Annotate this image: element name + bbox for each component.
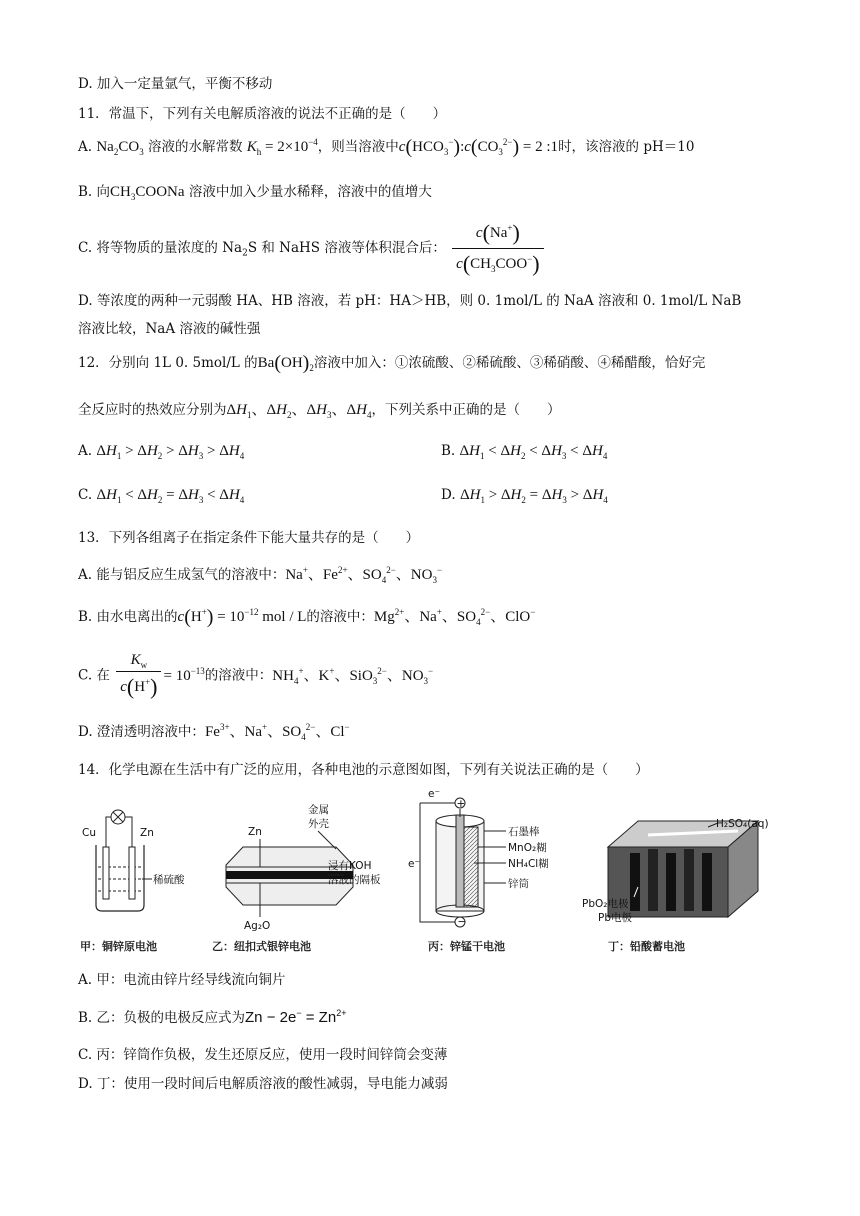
q13-stem: 13．下列各组离子在指定条件下能大量共存的是（ ） <box>78 530 420 546</box>
q12-option-d: D. $\Delta H_1 > \Delta H_2 = \Delta H_3 > \Delta H_4$ <box>441 487 608 505</box>
nh4cl-label: NH₄Cl糊 <box>508 858 549 870</box>
graphite-label: 石墨棒 <box>508 826 540 838</box>
q10-option-d: D. 加入一定量氩气，平衡不移动 <box>78 76 273 92</box>
svg-text:−: − <box>457 916 467 928</box>
q11-a-label: A. <box>78 139 97 155</box>
q13-option-c: C. 在 $\frac{K_w}{c(H^+)}$ = $10^{-13}$的溶液中：$NH_4^+$、K+、SiO$_3^{2-}$、$NO_3^-$ <box>78 652 434 699</box>
q14-option-c: C. 丙：锌筒作负极，发生还原反应，使用一段时间锌筒会变薄 <box>78 1047 448 1063</box>
jia-caption: 甲：铜锌原电池 <box>80 940 157 953</box>
q12-stem-a: 12．分别向 1L 0. 5mol/L 的 <box>78 355 258 371</box>
q12-option-b: B. $\Delta H_1 < \Delta H_2 < \Delta H_3 < \Delta H_4$ <box>441 443 608 461</box>
q11-c-text: S 和 NaHS 溶液等体积混合后： <box>247 240 446 256</box>
battery-diagrams <box>78 787 778 959</box>
h2so4-label: H₂SO₄(aq) <box>716 818 769 830</box>
q12-stem-d: ，下列关系中正确的是（ ） <box>371 402 561 418</box>
q11-c-fraction: $\frac{c(Na^+)}{c(CH_3COO^-)}$ <box>452 220 543 277</box>
q11-b-text: 溶液中加入少量水稀释，溶液中的值增大 <box>184 184 432 200</box>
q13-a-text: A. 能与铝反应生成氢气的溶液中： <box>78 567 286 583</box>
svg-text:+: + <box>456 798 466 810</box>
q11-option-d-line1: D. 等浓度的两种一元弱酸 HA、HB 溶液，若 pH：HA＞HB，则 0. 1mol/L 的 NaA 溶液和 0. 1mol/L NaB <box>78 293 742 309</box>
q11-option-a: A. $Na_2CO_3$ 溶液的水解常数 $K_h = 2\times 10^{-4}$，则当溶液中$c(HCO_3^-):c(CO_3^{2-}) = 2$ :1时，该溶液的 pH＝10 <box>78 136 695 158</box>
q13-option-a: A. 能与铝反应生成氢气的溶液中：Na+、$Fe^{2+}$、$SO_4^{2-}$、$NO_3^-$ <box>78 565 443 585</box>
q12-stem-line2: 全反应时的热效应分别为$\Delta H_1$、$\Delta H_2$、$\Delta H_3$、$\Delta H_4$，下列关系中正确的是（ ） <box>78 402 561 420</box>
q14-stem: 14．化学电源在生活中有广泛的应用，各种电池的示意图如图，下列有关说法正确的是（ ） <box>78 762 649 778</box>
pbo2-label: PbO₂电极 <box>582 898 629 910</box>
shell-label-2: 外壳 <box>308 818 329 830</box>
q14-b-text: B. 乙：负极的电极反应式为 <box>78 1010 246 1026</box>
q13-d-text: D. 澄清透明溶液中： <box>78 724 205 740</box>
battery-figure <box>78 787 778 959</box>
q12-a-label: A. <box>78 443 93 459</box>
q13-b-text2: 的溶液中： <box>306 609 374 625</box>
acid-label: 稀硫酸 <box>153 874 185 886</box>
yi-zn-label: Zn <box>248 826 262 838</box>
q12-stem-b: 溶液中加入：①浓硫酸、②稀硫酸、③稀硝酸、④稀醋酸，恰好完 <box>313 355 706 371</box>
cu-label: Cu <box>82 827 96 839</box>
q11-stem: 11．常温下，下列有关电解质溶液的说法不正确的是（ ） <box>78 106 447 122</box>
q12-d-label: D. <box>441 487 456 503</box>
q13-c-text: C. 在 <box>78 667 110 684</box>
e-label-top: e⁻ <box>428 788 441 800</box>
zn-label: Zn <box>140 827 154 839</box>
q12-option-a: A. $\Delta H_1 > \Delta H_2 > \Delta H_3 > \Delta H_4$ <box>78 443 245 461</box>
q13-b-text: B. 由水电离出的 <box>78 609 178 625</box>
koh-label-1: 浸有KOH <box>328 860 372 872</box>
q13-c-fraction: $\frac{K_w}{c(H^+)}$ <box>116 652 161 700</box>
q12-option-c: C. $\Delta H_1 < \Delta H_2 = \Delta H_3 < \Delta H_4$ <box>78 487 245 505</box>
copper-zinc-cell <box>80 810 185 953</box>
button-cell <box>212 803 381 953</box>
shell-label-1: 金属 <box>308 804 329 816</box>
q12-b-label: B. <box>441 443 456 459</box>
q13-c-text2: 的溶液中： <box>204 667 273 684</box>
zinc-can-label: 锌筒 <box>508 878 529 890</box>
q11-a-text2: ，则当溶液中 <box>317 139 399 155</box>
q12-stem-line1: 12．分别向 1L 0. 5mol/L 的$Ba(OH)_2$溶液中加入：①浓硫酸、②稀硫酸、③稀硝酸、④稀醋酸，恰好完 <box>78 352 706 374</box>
bing-caption: 丙：锌锰干电池 <box>428 940 505 953</box>
q11-option-d-line2: 溶液比较，NaA 溶液的碱性强 <box>78 321 261 337</box>
koh-label-2: 溶液的隔板 <box>328 874 381 886</box>
zinc-manganese-cell <box>408 788 549 953</box>
q14-option-d: D. 丁：使用一段时间后电解质溶液的酸性减弱，导电能力减弱 <box>78 1076 448 1092</box>
q11-a-text: 溶液的水解常数 <box>143 139 247 155</box>
pb-label: Pb电极 <box>598 912 632 924</box>
q11-b-label: B. 向 <box>78 184 111 200</box>
q14-option-a: A. 甲：电流由锌片经导线流向铜片 <box>78 972 286 988</box>
ag2o-label: Ag₂O <box>244 920 271 932</box>
yi-caption: 乙：纽扣式银锌电池 <box>212 940 311 953</box>
mno2-label: MnO₂糊 <box>508 842 547 854</box>
q11-option-c: C. 将等物质的量浓度的 $Na_2S$ 和 NaHS 溶液等体积混合后： $\frac{c(Na^+)}{c(CH_3COO^-)}$ <box>78 220 546 277</box>
q12-stem-c: 全反应时的热效应分别为 <box>78 402 227 418</box>
q11-c-label: C. 将等物质的量浓度的 Na <box>78 240 243 256</box>
q12-c-label: C. <box>78 487 93 503</box>
q13-option-b: B. 由水电离出的$c(H^+) = 10^{-12}$ mol / L的溶液中：$Mg^{2+}$、Na+、$SO_4^{2-}$、ClO− <box>78 606 536 628</box>
q13-option-d: D. 澄清透明溶液中：$Fe^{3+}$、Na+、$SO_4^{2-}$、Cl− <box>78 722 350 742</box>
lead-acid-cell <box>582 818 769 953</box>
q11-a-text3: 时，该溶液的 pH＝10 <box>558 139 695 155</box>
ding-caption: 丁：铅酸蓄电池 <box>608 940 685 953</box>
q11-option-b: B. 向$CH_3COONa$ 溶液中加入少量水稀释，溶液中的值增大 <box>78 184 432 202</box>
e-label-side: e⁻ <box>408 858 421 870</box>
q14-option-b: B. 乙：负极的电极反应式为$Zn - 2e^- = Zn^{2+}$ <box>78 1008 347 1026</box>
